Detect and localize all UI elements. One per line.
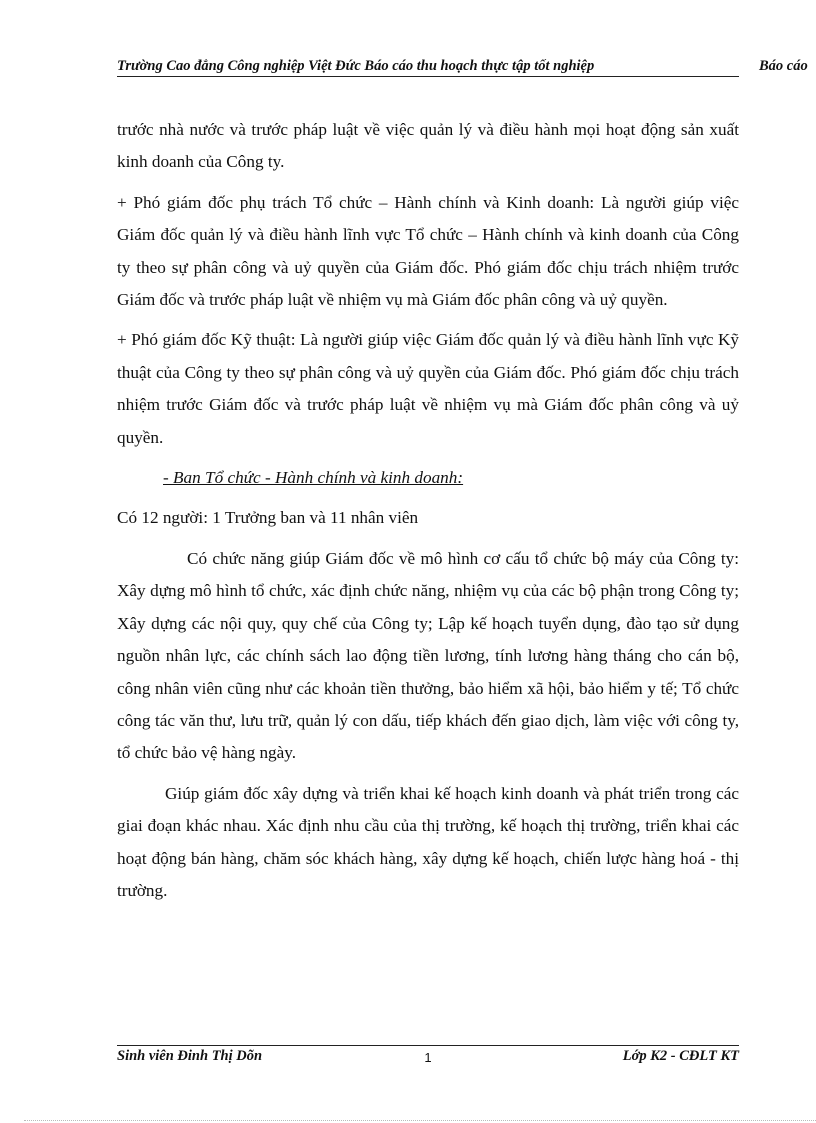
paragraph-business: Giúp giám đốc xây dựng và triển khai kế hoạch kinh doanh và phát triển trong các giai đoạn khác nhau. Xác định nhu cầu của thị trường, kế hoạch thị trường, triển khai các hoạt động bán hàng, chăm sóc khách hàng, xây dựng kế hoạch, chiến lược hàng hoá - thị trường. [117,783,739,900]
paragraph-deputy-technical: + Phó giám đốc Kỹ thuật: Là người giúp việc Giám đốc quản lý và điều hành lĩnh vực Kỹ thuật của Công ty theo sự phân công và uỷ quyền của Giám đốc. Phó giám đốc chịu trách nhiệm trước Giám đốc và trước pháp luật về nhiệm vụ mà Giám đốc phân công và uỷ quyền. [117,330,739,447]
footer-rule [117,1045,739,1046]
page-header [117,58,816,80]
footer-student-name: Sinh viên Đinh Thị Dõn [117,1048,263,1064]
paragraph-deputy-admin: + Phó giám đốc phụ trách Tổ chức – Hành chính và Kinh doanh: Là người giúp việc Giám đốc quản lý và điều hành lĩnh vực Tổ chức – Hành chính và kinh doanh của Công ty theo sự phân công và uỷ quyền của Giám đốc. Phó giám đốc chịu trách nhiệm trước Giám đốc và trước pháp luật về nhiệm vụ mà Giám đốc phân công và uỷ quyền. [117,192,739,310]
header-title: Trường Cao đẳng Công nghiệp Việt Đức Báo cáo thu hoạch thực tập tốt nghiệp [117,58,595,74]
section-heading: - Ban Tổ chức - Hành chính và kinh doanh: [163,468,464,488]
header-rule [117,76,739,77]
paragraph-functions: Có chức năng giúp Giám đốc về mô hình cơ cấu tổ chức bộ máy của Công ty: Xây dựng mô hình tổ chức, xác định chức năng, nhiệm vụ của các bộ phận trong Công ty; Xây dựng các nội quy, quy chế của Công ty; Lập kế hoạch tuyển dụng, đào tạo sử dụng nguồn nhân lực, các chính sách lao động tiền lương, tính lương hàng tháng cho cán bộ, công nhân viên cũng như các khoản tiền thưởng, bảo hiểm xã hội, bảo hiểm y tế; Tổ chức công tác văn thư, lưu trữ, quản lý con dấu, tiếp khách đến giao dịch, làm việc với công ty, tổ chức bảo vệ hàng ngày. [117,548,739,763]
page-footer [117,1048,739,1070]
footer-class-label: Lớp K2 - CĐLT KT [622,1048,739,1064]
paragraph-continued: trước nhà nước và trước pháp luật về việc quản lý và điều hành mọi hoạt động sản xuất kinh doanh của Công ty. [117,120,739,172]
page-number: 1 [424,1050,432,1065]
document-body [117,114,739,915]
page-bottom-edge [24,1120,816,1121]
paragraph-staff-count: Có 12 người: 1 Trưởng ban và 11 nhân viên [117,508,419,528]
header-right-label: Báo cáo [759,58,808,74]
